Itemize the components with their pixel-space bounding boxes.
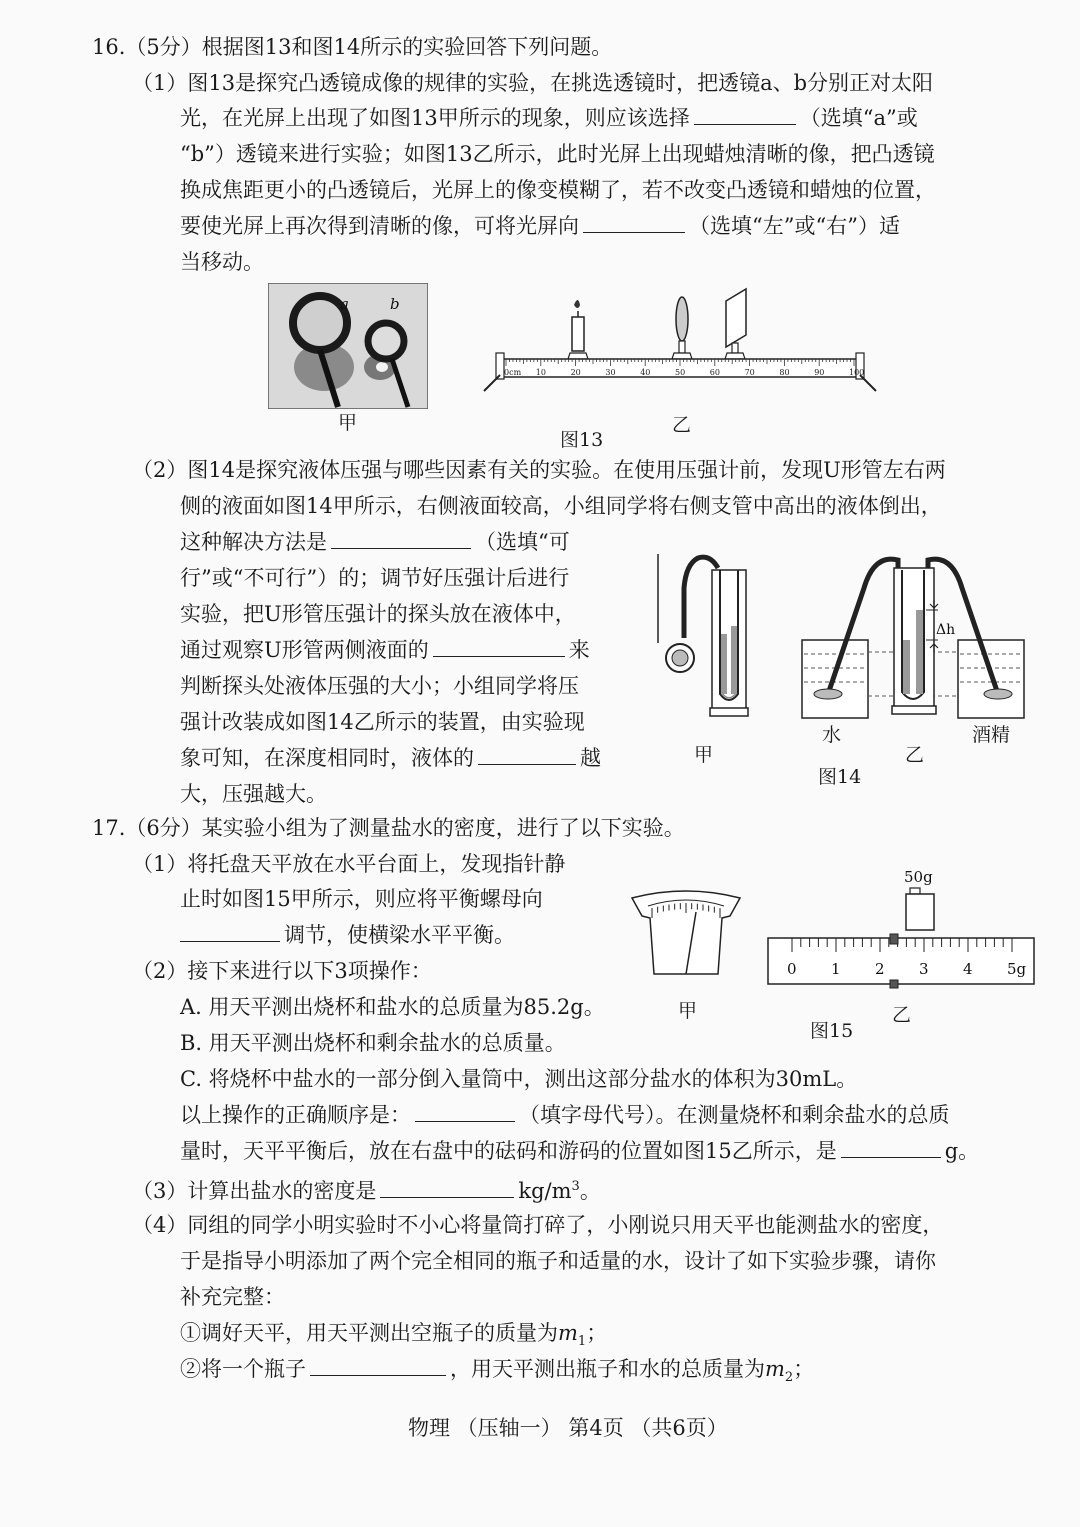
fig14-delta-h: Δh <box>936 622 956 638</box>
q16-p2-line3-text: 这种解决方法是 <box>180 530 327 554</box>
scale-tick-label: 2 <box>875 960 885 978</box>
ruler-tick-label: 70 <box>744 368 755 377</box>
fig15-jia-pointer-dial <box>626 888 746 978</box>
q16-p1-line6: 当移动。 <box>180 250 264 274</box>
q17-p3-text: （3）计算出盐水的密度是 <box>132 1179 377 1203</box>
fig14-alcohol-label: 酒精 <box>972 724 1011 746</box>
fig13-yi-label: 乙 <box>672 414 692 436</box>
answer-blank-feasibility[interactable] <box>331 528 471 549</box>
q16-p1-line5-text: 要使光屏上再次得到清晰的像，可将光屏向 <box>180 214 579 238</box>
answer-blank-nut-direction[interactable] <box>180 921 280 942</box>
q16-heading: 16.（5分）根据图13和图14所示的实验回答下列问题。 <box>92 35 613 59</box>
q16-p2-line9-text: 象可知，在深度相同时，液体的 <box>180 746 474 770</box>
q17-p4-step1-text: ①调好天平，用天平测出空瓶子的质量为 <box>180 1321 558 1345</box>
q16-p1-line5 <box>180 211 900 241</box>
fig14-jia-manometer <box>650 548 760 723</box>
answer-blank-liquid-property[interactable] <box>478 744 576 765</box>
fig13-label-a: a <box>340 295 349 313</box>
q17-p2-line5 <box>180 1100 950 1130</box>
fig14-yi-apparatus <box>798 548 1028 723</box>
q17-p3-line <box>132 1172 601 1206</box>
q16-p2-line2: 侧的液面如图14甲所示，右侧液面较高，小组同学将右侧支管中高出的液体倒出， <box>180 494 942 518</box>
q16-p2-line1: （2）图14是探究液体压强与哪些因素有关的实验。在使用压强计前，发现U形管左右两 <box>132 458 946 482</box>
ruler-tick-label: 80 <box>779 368 790 377</box>
fig13-jia-lens-photo <box>268 283 428 409</box>
q16-p2-line9 <box>180 743 601 773</box>
fig15-jia-label: 甲 <box>678 1000 698 1022</box>
fig14-caption: 图14 <box>818 766 862 788</box>
q16-p2-line6 <box>180 635 590 665</box>
ruler-tick-label: 90 <box>814 368 825 377</box>
q16-p2-line5: 实验，把U形管压强计的探头放在液体中， <box>180 602 576 626</box>
fig15-caption: 图15 <box>810 1020 854 1042</box>
answer-blank-screen-direction[interactable] <box>583 212 685 233</box>
q17-p4-step2-rest: ，用天平测出瓶子和水的总质量为 <box>450 1357 765 1381</box>
q16-p1-line1: （1）图13是探究凸透镜成像的规律的实验，在挑选透镜时，把透镜a、b分别正对太阳 <box>132 71 934 95</box>
fig13-jia-label: 甲 <box>338 412 358 434</box>
q16-p2-line8: 强计改装成如图14乙所示的装置，由实验现 <box>180 710 585 734</box>
q17-p4-step1-symbol: m <box>558 1321 578 1345</box>
q16-p2-line6-end: 来 <box>568 638 590 662</box>
q17-p2-line1: （2）接下来进行以下3项操作： <box>132 959 432 983</box>
answer-blank-order[interactable] <box>415 1101 515 1122</box>
ruler-tick-label: 20 <box>570 368 581 377</box>
q16-p2-line4: 行”或“不可行”）的；调节好压强计后进行 <box>180 566 570 590</box>
q17-p1-line2: 止时如图15甲所示，则应将平衡螺母向 <box>180 887 543 911</box>
fig14-water-label: 水 <box>822 724 842 746</box>
q17-p1-line1: （1）将托盘天平放在水平台面上，发现指针静 <box>132 852 566 876</box>
scale-tick-label: 1 <box>831 960 841 978</box>
q17-p4-step2-symbol: m <box>765 1357 785 1381</box>
scale-tick-label: 4 <box>963 960 973 978</box>
fig15-weight-label: 50g <box>904 868 933 886</box>
q16-p2-line10: 大，压强越大。 <box>180 782 327 806</box>
answer-blank-height-difference[interactable] <box>433 636 565 657</box>
ruler-tick-label: 10 <box>535 368 546 377</box>
q17-p1-line3 <box>180 920 515 950</box>
q17-p4-line1: （4）同组的同学小明实验时不小心将量筒打碎了，小刚说只用天平也能测盐水的密度， <box>132 1213 944 1237</box>
ruler-tick-label: 60 <box>709 368 720 377</box>
q17-p4-step2 <box>180 1354 814 1393</box>
q17-p4-step2-text: ②将一个瓶子 <box>180 1357 306 1381</box>
q16-p1-line5-option: （选填“左”或“右”）适 <box>689 214 900 238</box>
fig13-yi-optical-bench <box>470 283 890 393</box>
q17-p2-line6 <box>180 1136 979 1166</box>
scale-tick-label: 5g <box>1007 960 1027 978</box>
ruler-tick-label: 30 <box>605 368 616 377</box>
q16-p2-line7: 判断探头处液体压强的大小；小组同学将压 <box>180 674 579 698</box>
ruler-tick-label: 100 <box>849 368 865 377</box>
fig14-yi-label: 乙 <box>905 744 925 766</box>
q16-p1-line2-text: 光，在光屏上出现了如图13甲所示的现象，则应该选择 <box>180 106 690 130</box>
scale-tick-label: 3 <box>919 960 929 978</box>
q16-p2-line9-end: 越 <box>580 746 601 770</box>
ruler-tick-label: 40 <box>640 368 651 377</box>
q17-heading: 17.（6分）某实验小组为了测量盐水的密度，进行了以下实验。 <box>92 816 685 840</box>
q17-p4-step2-subscript: 2 <box>784 1370 794 1386</box>
q17-p4-step1 <box>180 1318 607 1357</box>
q17-p2-option-a: A. 用天平测出烧杯和盐水的总质量为85.2g。 <box>180 995 605 1019</box>
q17-p1-line3-text: 调节，使横梁水平平衡。 <box>284 923 515 947</box>
q16-p1-line2-option: （选填“a”或 <box>799 106 918 130</box>
q17-p2-option-b: B. 用天平测出烧杯和剩余盐水的总质量。 <box>180 1031 566 1055</box>
q16-p2-line6-text: 通过观察U形管两侧液面的 <box>180 638 429 662</box>
scale-tick-label: 0 <box>787 960 797 978</box>
q16-p1-line4: 换成焦距更小的凸透镜后，光屏上的像变模糊了，若不改变凸透镜和蜡烛的位置， <box>180 178 936 202</box>
q17-p4-line3: 补充完整： <box>180 1285 285 1309</box>
q17-p4-step1-end: ； <box>586 1321 608 1345</box>
fig15-yi-label: 乙 <box>892 1004 912 1026</box>
q17-p2-line5-rest: （填字母代号）。在测量烧杯和剩余盐水的总质 <box>519 1103 950 1127</box>
q16-p1-line3: “b”）透镜来进行实验；如图13乙所示，此时光屏上出现蜡烛清晰的像，把凸透镜 <box>180 142 935 166</box>
q17-p3-unit: kg/m <box>518 1179 572 1203</box>
ruler-tick-label: 50 <box>675 368 686 377</box>
q17-p3-unit-exponent: 3 <box>571 1179 580 1194</box>
q17-p4-line2: 于是指导小明添加了两个完全相同的瓶子和适量的水，设计了如下实验步骤，请你 <box>180 1249 936 1273</box>
q17-p2-option-c: C. 将烧杯中盐水的一部分倒入量筒中，测出这部分盐水的体积为30mL。 <box>180 1067 858 1091</box>
fig13-caption: 图13 <box>560 429 604 451</box>
q16-p2-line3-option: （选填“可 <box>475 530 570 554</box>
q16-p2-line3 <box>180 527 570 557</box>
ruler-unit-label: 0cm <box>504 368 522 377</box>
fig14-jia-label: 甲 <box>694 744 714 766</box>
fig13-label-b: b <box>390 295 400 313</box>
answer-blank-density[interactable] <box>380 1177 514 1198</box>
q16-p1-line2 <box>180 103 918 133</box>
q17-p4-step2-end: ； <box>793 1357 815 1381</box>
q17-p4-step1-subscript: 1 <box>577 1334 587 1350</box>
answer-blank-bottle-step[interactable] <box>310 1355 446 1376</box>
page-footer: 物理 （压轴一） 第4页 （共6页） <box>408 1416 728 1440</box>
answer-blank-remaining-mass[interactable] <box>841 1137 941 1158</box>
fig15-yi-scale <box>766 862 1036 990</box>
q17-p2-line6-unit: g。 <box>944 1139 980 1163</box>
q17-p3-end: 。 <box>579 1179 601 1203</box>
answer-blank-lens[interactable] <box>694 104 796 125</box>
q17-p2-line6-text: 量时，天平平衡后，放在右盘中的砝码和游码的位置如图15乙所示，是 <box>180 1139 837 1163</box>
q17-p2-line5-text: 以上操作的正确顺序是： <box>180 1103 411 1127</box>
